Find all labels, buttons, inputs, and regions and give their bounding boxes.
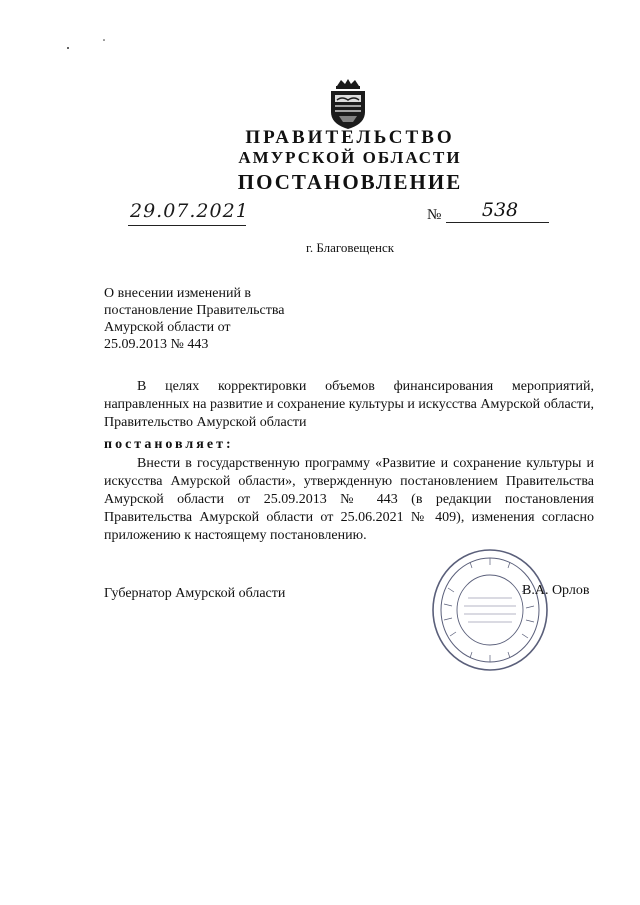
resolves-heading: постановляет: (104, 437, 234, 452)
scan-marks (60, 36, 120, 56)
subject-line: 25.09.2013 № 443 (104, 337, 209, 352)
resolution-paragraph: Внести в государственную программу «Развитие и сохранение культуры и искусства Амурской области», утвержденную постановлением Правительства Амурской области от 25.09.2013 № 443 (в редакции постановления Правительства Амурской области от 25.06.2021 № 409), изменения согласно приложению к настоящему постановлению. (104, 456, 594, 543)
signatory-name: В.А. Орлов (522, 583, 590, 598)
official-seal-stamp (430, 548, 550, 673)
preamble-paragraph: В целях корректировки объемов финансирования мероприятий, направленных на развитие и сохранение культуры и искусства Амурской области, Правительство Амурской области (104, 379, 594, 430)
subject-line: постановление Правительства (104, 303, 285, 318)
coat-of-arms-emblem (327, 78, 369, 130)
organization-line-2: АМУРСКОЙ ОБЛАСТИ (238, 148, 462, 167)
signatory-title: Губернатор Амурской области (104, 586, 286, 601)
subject-line: Амурской области от (104, 320, 231, 335)
document-type-title: ПОСТАНОВЛЕНИЕ (237, 170, 463, 194)
number-label: № (427, 207, 442, 223)
organization-line-1: ПРАВИТЕЛЬСТВО (245, 127, 455, 148)
document-subject (104, 285, 334, 353)
subject-line: О внесении изменений в (104, 286, 252, 301)
city: г. Благовещенск (305, 240, 395, 255)
document-date: 29.07.2021 (130, 200, 249, 222)
date-underline (128, 225, 246, 226)
document-number: 538 (481, 199, 519, 221)
number-underline (446, 222, 549, 223)
